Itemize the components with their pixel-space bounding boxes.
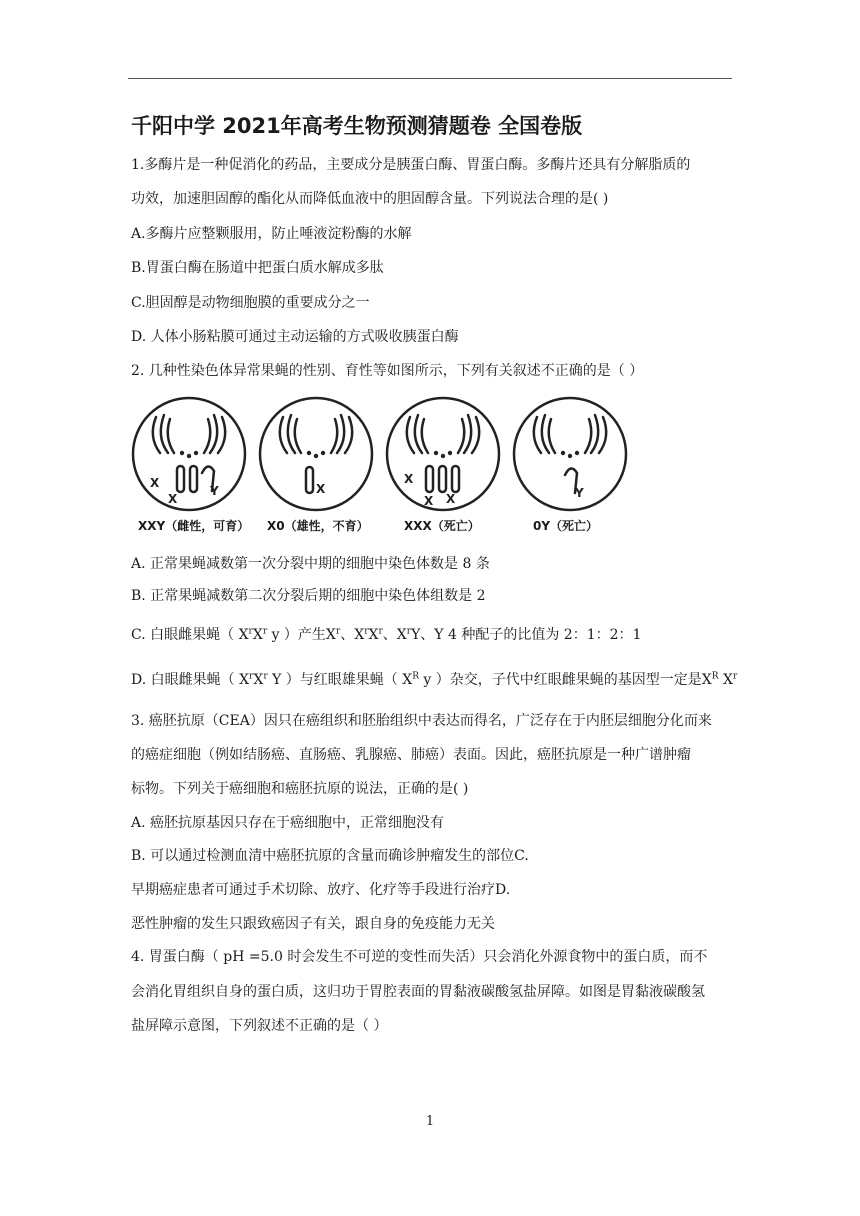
q3-line-1: 3. 癌胚抗原（CEA）因只在癌组织和胚胎组织中表达而得名，广泛存在于内胚层细胞分化而来 — [131, 713, 712, 729]
cell-xxx-diagram — [384, 395, 502, 513]
chromosome-figure — [130, 395, 630, 545]
cell-0y-label-1: Y — [575, 486, 584, 500]
cell-xxy-label-1: X — [150, 476, 160, 490]
cell-xxy — [130, 395, 250, 533]
q2-d-sup: r — [732, 671, 738, 682]
q1-option-a: A.多酶片应整颗服用，防止唾液淀粉酶的水解 — [131, 226, 412, 242]
q2-c-sup: r — [406, 626, 412, 637]
q2-option-b: B. 正常果蝇减数第二次分裂后期的细胞中染色体组数是 2 — [131, 588, 486, 604]
cell-x0-caption: X0（雄性，不育） — [267, 519, 369, 533]
q3-option-a: A. 癌胚抗原基因只存在于癌细胞中，正常细胞没有 — [131, 815, 445, 831]
q2-option-d — [131, 670, 737, 690]
cell-xxy-diagram — [130, 395, 248, 513]
q2-option-a: A. 正常果蝇减数第一次分裂中期的细胞中染色体数是 8 条 — [131, 556, 490, 572]
q4-line-3: 盐屏障示意图，下列叙述不正确的是（ ） — [131, 1018, 388, 1034]
q2-c-text: 、X — [382, 627, 407, 643]
q2-d-sup: r — [249, 671, 254, 682]
q3-option-c: 早期癌症患者可通过手术切除、放疗、化疗等手段进行治疗D. — [131, 882, 511, 898]
q2-c-sup: r — [335, 626, 341, 637]
q1-option-c: C.胆固醇是动物细胞膜的重要成分之一 — [131, 295, 370, 311]
q2-c-text: 、X — [340, 627, 365, 643]
q3-option-d: 恶性肿瘤的发生只跟致癌因子有关，跟自身的免疫能力无关 — [131, 916, 495, 932]
q2-c-text: X — [252, 627, 263, 643]
q2-c-text: C. 白眼雌果蝇（ X — [131, 627, 249, 643]
q1-stem-line-2: 功效，加速胆固醇的酯化从而降低血液中的胆固醇含量。下列说法合理的是( ) — [131, 191, 609, 207]
q2-d-sup: r — [263, 671, 268, 682]
q2-d-sup: R — [412, 671, 419, 682]
q1-stem-line-1: 1.多酶片是一种促消化的药品，主要成分是胰蛋白酶、胃蛋白酶。多酶片还具有分解脂质的 — [131, 157, 691, 173]
cell-0y-caption: 0Y（死亡） — [533, 519, 599, 533]
cell-xxx — [384, 395, 502, 533]
q2-c-text: y ）产生X — [267, 627, 336, 643]
q2-c-sup: r — [364, 626, 369, 637]
cell-x0-label-1: X — [316, 482, 326, 496]
q2-c-sup: r — [248, 626, 253, 637]
cell-xxy-label-3: Y — [210, 484, 219, 498]
q2-option-c — [131, 625, 641, 645]
header-rule — [128, 78, 732, 79]
cell-0y-diagram — [511, 395, 629, 513]
q1-option-d: D. 人体小肠粘膜可通过主动运输的方式吸收胰蛋白酶 — [131, 329, 459, 345]
q2-d-text: X — [718, 672, 733, 688]
q2-c-sup: r — [378, 626, 383, 637]
q4-line-1: 4. 胃蛋白酶（ pH =5.0 时会发生不可逆的变性而失活）只会消化外源食物中的蛋白质，而不 — [131, 949, 708, 965]
q2-c-text: X — [368, 627, 379, 643]
q2-c-sup: r — [262, 626, 268, 637]
cell-0y — [511, 395, 629, 533]
cell-xxx-caption: XXX（死亡） — [404, 519, 480, 533]
cell-xxy-caption: XXY（雌性，可育） — [138, 519, 250, 533]
q3-line-3: 标物。下列关于癌细胞和癌胚抗原的说法，正确的是( ) — [131, 781, 469, 797]
cell-xxy-label-2: X — [168, 492, 178, 506]
page-number: 1 — [425, 1114, 435, 1129]
q2-d-text: X — [253, 672, 264, 688]
q2-d-text: Y ）与红眼雄果蝇（ X — [267, 672, 413, 688]
page-title: 千阳中学 2021年高考生物预测猜题卷 全国卷版 — [131, 114, 583, 138]
q2-d-text: D. 白眼雌果蝇（ X — [131, 672, 250, 688]
q1-option-b: B.胃蛋白酶在肠道中把蛋白质水解成多肽 — [131, 260, 384, 276]
q2-d-text: y ）杂交，子代中红眼雌果蝇的基因型一定是X — [418, 672, 712, 688]
q2-d-sup: R — [711, 671, 719, 682]
q2-c-text: Y、Y 4 种配子的比值为 2：1：2：1 — [411, 627, 642, 643]
q4-line-2: 会消化胃组织自身的蛋白质，这归功于胃腔表面的胃黏液碳酸氢盐屏障。如图是胃黏液碳酸氢 — [131, 984, 705, 1000]
cell-xxx-label-2: X — [424, 494, 434, 508]
q3-line-2: 的癌症细胞（例如结肠癌、直肠癌、乳腺癌、肺癌）表面。因此，癌胚抗原是一种广谱肿瘤 — [131, 747, 691, 763]
cell-x0 — [257, 395, 375, 533]
q2-stem: 2. 几种性染色体异常果蝇的性别、育性等如图所示，下列有关叙述不正确的是（ ） — [131, 363, 644, 379]
q3-option-b: B. 可以通过检测血清中癌胚抗原的含量而确诊肿瘤发生的部位C. — [131, 848, 529, 864]
cell-xxx-label-1: X — [404, 472, 414, 486]
cell-xxx-label-3: X — [446, 492, 456, 506]
cell-x0-diagram — [257, 395, 375, 513]
